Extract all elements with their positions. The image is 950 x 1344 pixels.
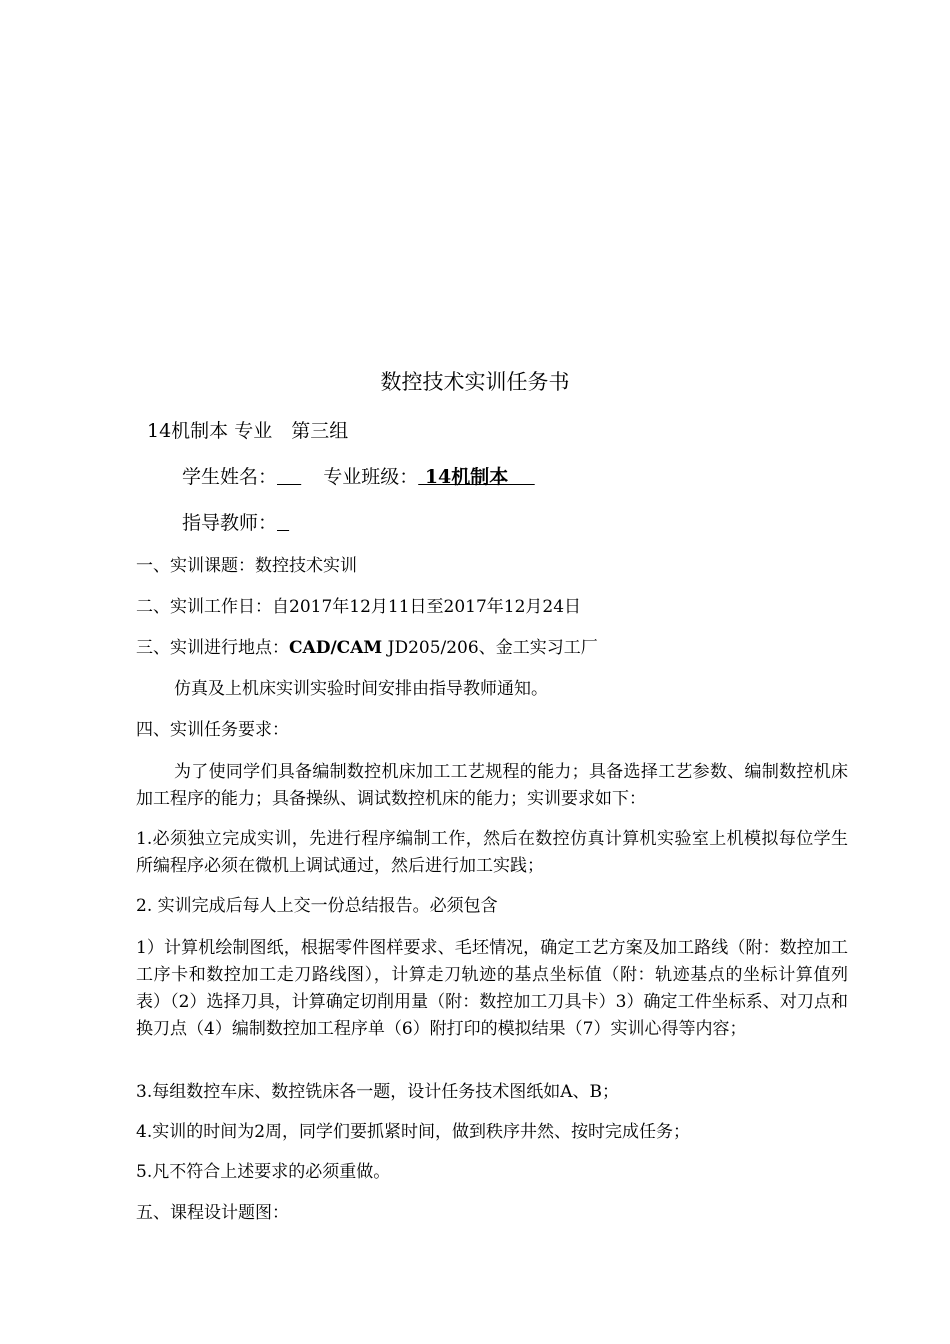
section-3 (136, 636, 598, 660)
requirement-item-2: 2. 实训完成后每人上交一份总结报告。必须包含 (136, 896, 498, 916)
requirement-item-1: 1.必须独立完成实训，先进行程序编制工作，然后在数控仿真计算机实验室上机模拟每位学生所编程序必须在微机上调试通过，然后进行加工实践； (136, 829, 848, 876)
section-1: 一、实训课题：数控技术实训 (136, 556, 357, 576)
student-name-value (277, 466, 301, 488)
group-line: 14机制本 专业 第三组 (147, 420, 349, 442)
class-label: 专业班级： (323, 466, 419, 488)
section-3-suffix: JD205/206、金工实习工厂 (382, 638, 598, 658)
section-3-bold: CAD/CAM (289, 638, 383, 658)
teacher-label: 指导教师： (182, 512, 278, 534)
section-2: 二、实训工作日：自2017年12月11日至2017年12月24日 (136, 597, 582, 617)
student-info-line (182, 464, 535, 490)
teacher-value (277, 512, 289, 534)
section-3-prefix: 三、实训进行地点： (136, 638, 289, 658)
document-title: 数控技术实训任务书 (380, 370, 570, 394)
requirement-item-4: 4.实训的时间为2周，同学们要抓紧时间，做到秩序井然、按时完成任务； (136, 1122, 691, 1142)
student-name-label: 学生姓名： (182, 466, 278, 488)
section-3-note: 仿真及上机床实训实验时间安排由指导教师通知。 (174, 679, 548, 699)
requirement-item-5: 5.凡不符合上述要求的必须重做。 (136, 1162, 391, 1182)
requirement-item-2-detail: 1）计算机绘制图纸，根据零件图样要求、毛坯情况，确定工艺方案及加工路线（附：数控加工工序卡和数控加工走刀路线图），计算走刀轨迹的基点坐标值（附：轨迹基点的坐标计算值列表）（2）选择刀具，计算确定切削用量（附：数控加工刀具卡）3）确定工件坐标系、对刀点和换刀点（4）编制数控加工程序单（6）附打印的模拟结果（7）实训心得等内容； (136, 938, 848, 1039)
intro-paragraph: 为了使同学们具备编制数控机床加工工艺规程的能力；具备选择工艺参数、编制数控机床加工程序的能力；具备操纵、调试数控机床的能力；实训要求如下： (136, 762, 848, 809)
teacher-line (182, 510, 289, 536)
section-4: 四、实训任务要求： (136, 720, 289, 740)
class-value: 14机制本 (418, 466, 535, 488)
section-5: 五、课程设计题图： (136, 1203, 289, 1223)
requirement-item-3: 3.每组数控车床、数控铣床各一题，设计任务技术图纸如A、B； (136, 1082, 619, 1102)
